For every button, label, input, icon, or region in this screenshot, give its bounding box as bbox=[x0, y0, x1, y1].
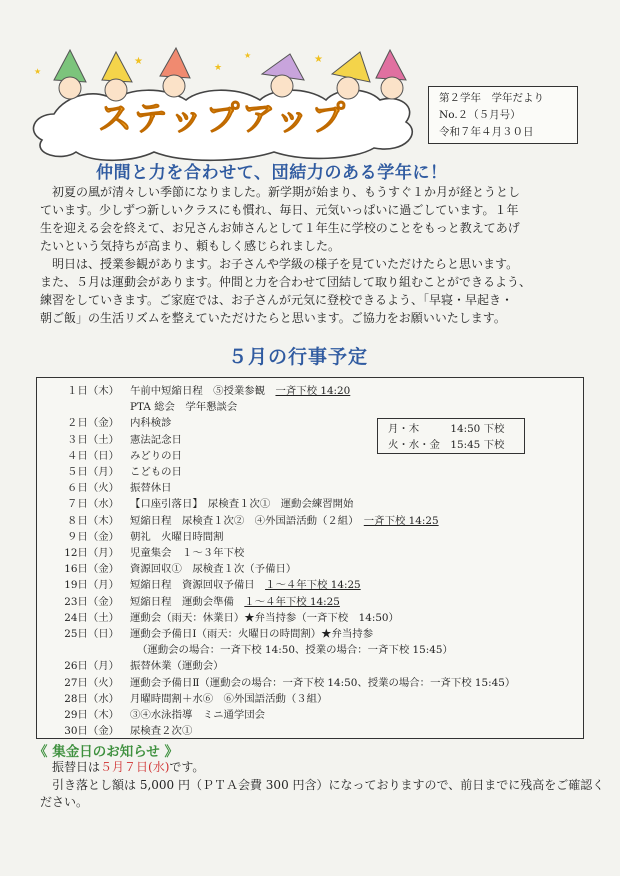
svg-text:★: ★ bbox=[314, 54, 323, 65]
dismissal-time: 一斉下校 14:25 bbox=[363, 514, 439, 527]
text-line: 練習をしていきます。ご家庭では、お子さんが元気に登校できるよう、「早寝・早起き・ bbox=[40, 293, 514, 307]
schedule-text: 朝礼 火曜日時間割 bbox=[130, 530, 224, 543]
schedule-text: 資源回収① 尿検査１次（予備日） bbox=[130, 563, 297, 576]
schedule-text: みどりの日 bbox=[130, 449, 182, 462]
schedule-text: PTA 総会 学年懇談会 bbox=[130, 401, 238, 414]
svg-text:★: ★ bbox=[134, 56, 143, 67]
schedule-description bbox=[130, 399, 237, 415]
schedule-text: 短縮日程 資源回収予備日 bbox=[130, 579, 266, 592]
schedule-text: （運動会の場合：一斉下校 14:50、授業の場合：一斉下校 15:45） bbox=[137, 644, 453, 657]
schedule-text: 運動会予備日Ⅱ（運動会の場合：一斉下校 14:50、授業の場合：一斉下校 15:45） bbox=[130, 676, 516, 689]
payment-notice-body bbox=[40, 777, 605, 811]
schedule-description bbox=[130, 658, 224, 674]
schedule-date: 27日（火） bbox=[64, 676, 119, 689]
text-line: たいという気持ちが高まり、頼もしく感じられました。 bbox=[40, 239, 341, 253]
schedule-text: 振替休日 bbox=[130, 482, 172, 495]
schedule-description bbox=[130, 626, 373, 642]
schedule-date: ５日（月） bbox=[67, 466, 119, 478]
schedule-date: 12日（月） bbox=[64, 547, 119, 559]
schedule-text: 憲法記念日 bbox=[130, 433, 182, 446]
schedule-text: 【口座引落日】 尿検査１次① 運動会練習開始 bbox=[130, 498, 354, 511]
schedule-text: 振替休業（運動会） bbox=[130, 660, 224, 673]
schedule-description bbox=[130, 383, 350, 399]
schedule-description bbox=[130, 432, 182, 448]
intro-paragraph-2 bbox=[40, 255, 580, 327]
issue-info-box bbox=[428, 86, 578, 144]
schedule-text: 短縮日程 尿検査１次② ④外国語活動（２組） bbox=[130, 514, 364, 527]
text-line: ています。少しずつ新しいクラスにも慣れ、毎日、元気いっぱいに過ごしています。１年 bbox=[40, 203, 519, 217]
schedule-description bbox=[130, 723, 192, 739]
text-line: また、５月は運動会があります。仲間と力を合わせて団結して取り組むことができるよう、 bbox=[40, 275, 532, 289]
schedule-description bbox=[130, 480, 172, 496]
schedule-description bbox=[130, 464, 182, 480]
schedule-text: こどもの日 bbox=[130, 466, 182, 478]
schedule-text: 運動会予備日Ⅰ（雨天：火曜日の時間割）★弁当持参 bbox=[130, 628, 374, 640]
schedule-description bbox=[130, 415, 172, 431]
schedule-date: ４日（日） bbox=[67, 449, 119, 462]
text-line: ださい。 bbox=[40, 795, 89, 809]
schedule-description bbox=[130, 691, 327, 707]
schedule-description bbox=[130, 577, 361, 593]
schedule-date: 24日（土） bbox=[64, 611, 119, 624]
schedule-text: 内科検診 bbox=[130, 417, 172, 430]
dismissal-time-1: 月・木 14:50 下校 bbox=[388, 423, 505, 435]
logo-text: ステップアップ bbox=[98, 99, 347, 139]
schedule-description bbox=[130, 513, 439, 529]
schedule-date: ９日（金） bbox=[67, 530, 119, 543]
schedule-text: 児童集会 １～３年下校 bbox=[130, 547, 245, 559]
schedule-description bbox=[130, 561, 296, 577]
schedule-date: 28日（水） bbox=[64, 692, 119, 705]
schedule-description bbox=[130, 675, 515, 691]
header-logo bbox=[14, 44, 426, 162]
text-line: 明日は、授業参観があります。お子さんや学級の様子を見ていただけたらと思います。 bbox=[40, 257, 519, 271]
notice-text: です。 bbox=[169, 760, 205, 774]
schedule-date: 23日（金） bbox=[64, 595, 119, 608]
schedule-date: 26日（月） bbox=[64, 660, 119, 673]
payment-date: ５月７日(水) bbox=[100, 760, 170, 774]
schedule-date: 25日（日） bbox=[64, 628, 119, 640]
schedule-description bbox=[130, 610, 399, 626]
intro-paragraph-1 bbox=[40, 183, 580, 255]
schedule-description bbox=[130, 545, 244, 561]
schedule-date: ６日（火） bbox=[67, 482, 119, 495]
schedule-description bbox=[130, 594, 340, 610]
issue-number: No.２（５月号） bbox=[439, 109, 521, 121]
dismissal-time: １～４年下校 14:25 bbox=[244, 595, 340, 608]
issue-date: 令和７年４月３０日 bbox=[439, 126, 534, 138]
schedule-date: 16日（金） bbox=[64, 563, 119, 576]
dismissal-times-box bbox=[377, 418, 525, 454]
schedule-text: 月曜時間割＋水⑥ ⑥外国語活動（３組） bbox=[130, 692, 328, 705]
schedule-date: １日（木） bbox=[67, 385, 119, 397]
svg-text:★: ★ bbox=[34, 67, 42, 76]
dismissal-time: １～４年下校 14:25 bbox=[265, 579, 361, 592]
schedule-date: ７日（水） bbox=[67, 498, 119, 511]
payment-notice-title: 《 集金日のお知らせ 》 bbox=[34, 744, 178, 760]
schedule-text: 尿検査２次① bbox=[130, 725, 193, 738]
schedule-description bbox=[137, 642, 453, 658]
notice-text: 振替日は bbox=[40, 760, 101, 774]
dismissal-time-2: 火・水・金 15:45 下校 bbox=[388, 439, 505, 451]
schedule-date: ８日（木） bbox=[67, 514, 119, 527]
schedule-description bbox=[130, 707, 265, 723]
text-line: 引き落とし額は 5,000 円（ＰＴＡ会費 300 円含）になっておりますので、前日までに残高をご確認く bbox=[40, 778, 605, 792]
text-line: 朝ご飯」の生活リズムを整えていただけたらと思います。ご協力をお願いいたします。 bbox=[40, 311, 506, 325]
payment-notice-line-1 bbox=[40, 759, 585, 776]
schedule-description bbox=[130, 496, 353, 512]
schedule-date: ３日（土） bbox=[67, 433, 119, 446]
dismissal-time: 一斉下校 14:20 bbox=[275, 385, 351, 397]
issue-grade: 第２学年 学年だより bbox=[439, 92, 544, 104]
schedule-text: ③④水泳指導 ミニ通学団会 bbox=[130, 709, 266, 721]
text-line: 生を迎える会を終えて、お兄さんお姉さんとして１年生に学校のことをもっと教えてあげ bbox=[40, 221, 520, 235]
schedule-title: ５月の行事予定 bbox=[228, 346, 369, 368]
schedule-box bbox=[36, 377, 584, 739]
text-line: 初夏の風が清々しい季節になりました。新学期が始まり、もうすぐ１か月が経とうとし bbox=[40, 185, 521, 199]
svg-text:★: ★ bbox=[214, 63, 223, 73]
svg-text:★: ★ bbox=[244, 51, 252, 60]
schedule-description bbox=[130, 529, 224, 545]
schedule-date: 30日（金） bbox=[64, 725, 119, 738]
schedule-text: 運動会（雨天：休業日）★弁当持参（一斉下校 14:50） bbox=[130, 611, 399, 624]
schedule-text: 午前中短縮日程 ⑤授業参観 bbox=[130, 385, 276, 397]
page-subtitle: 仲間と力を合わせて、団結力のある学年に！ bbox=[96, 163, 448, 183]
schedule-date: ２日（金） bbox=[67, 417, 119, 430]
schedule-text: 短縮日程 運動会準備 bbox=[130, 595, 245, 608]
schedule-description bbox=[130, 448, 182, 464]
schedule-date: 19日（月） bbox=[64, 579, 119, 592]
schedule-date: 29日（木） bbox=[64, 709, 119, 721]
